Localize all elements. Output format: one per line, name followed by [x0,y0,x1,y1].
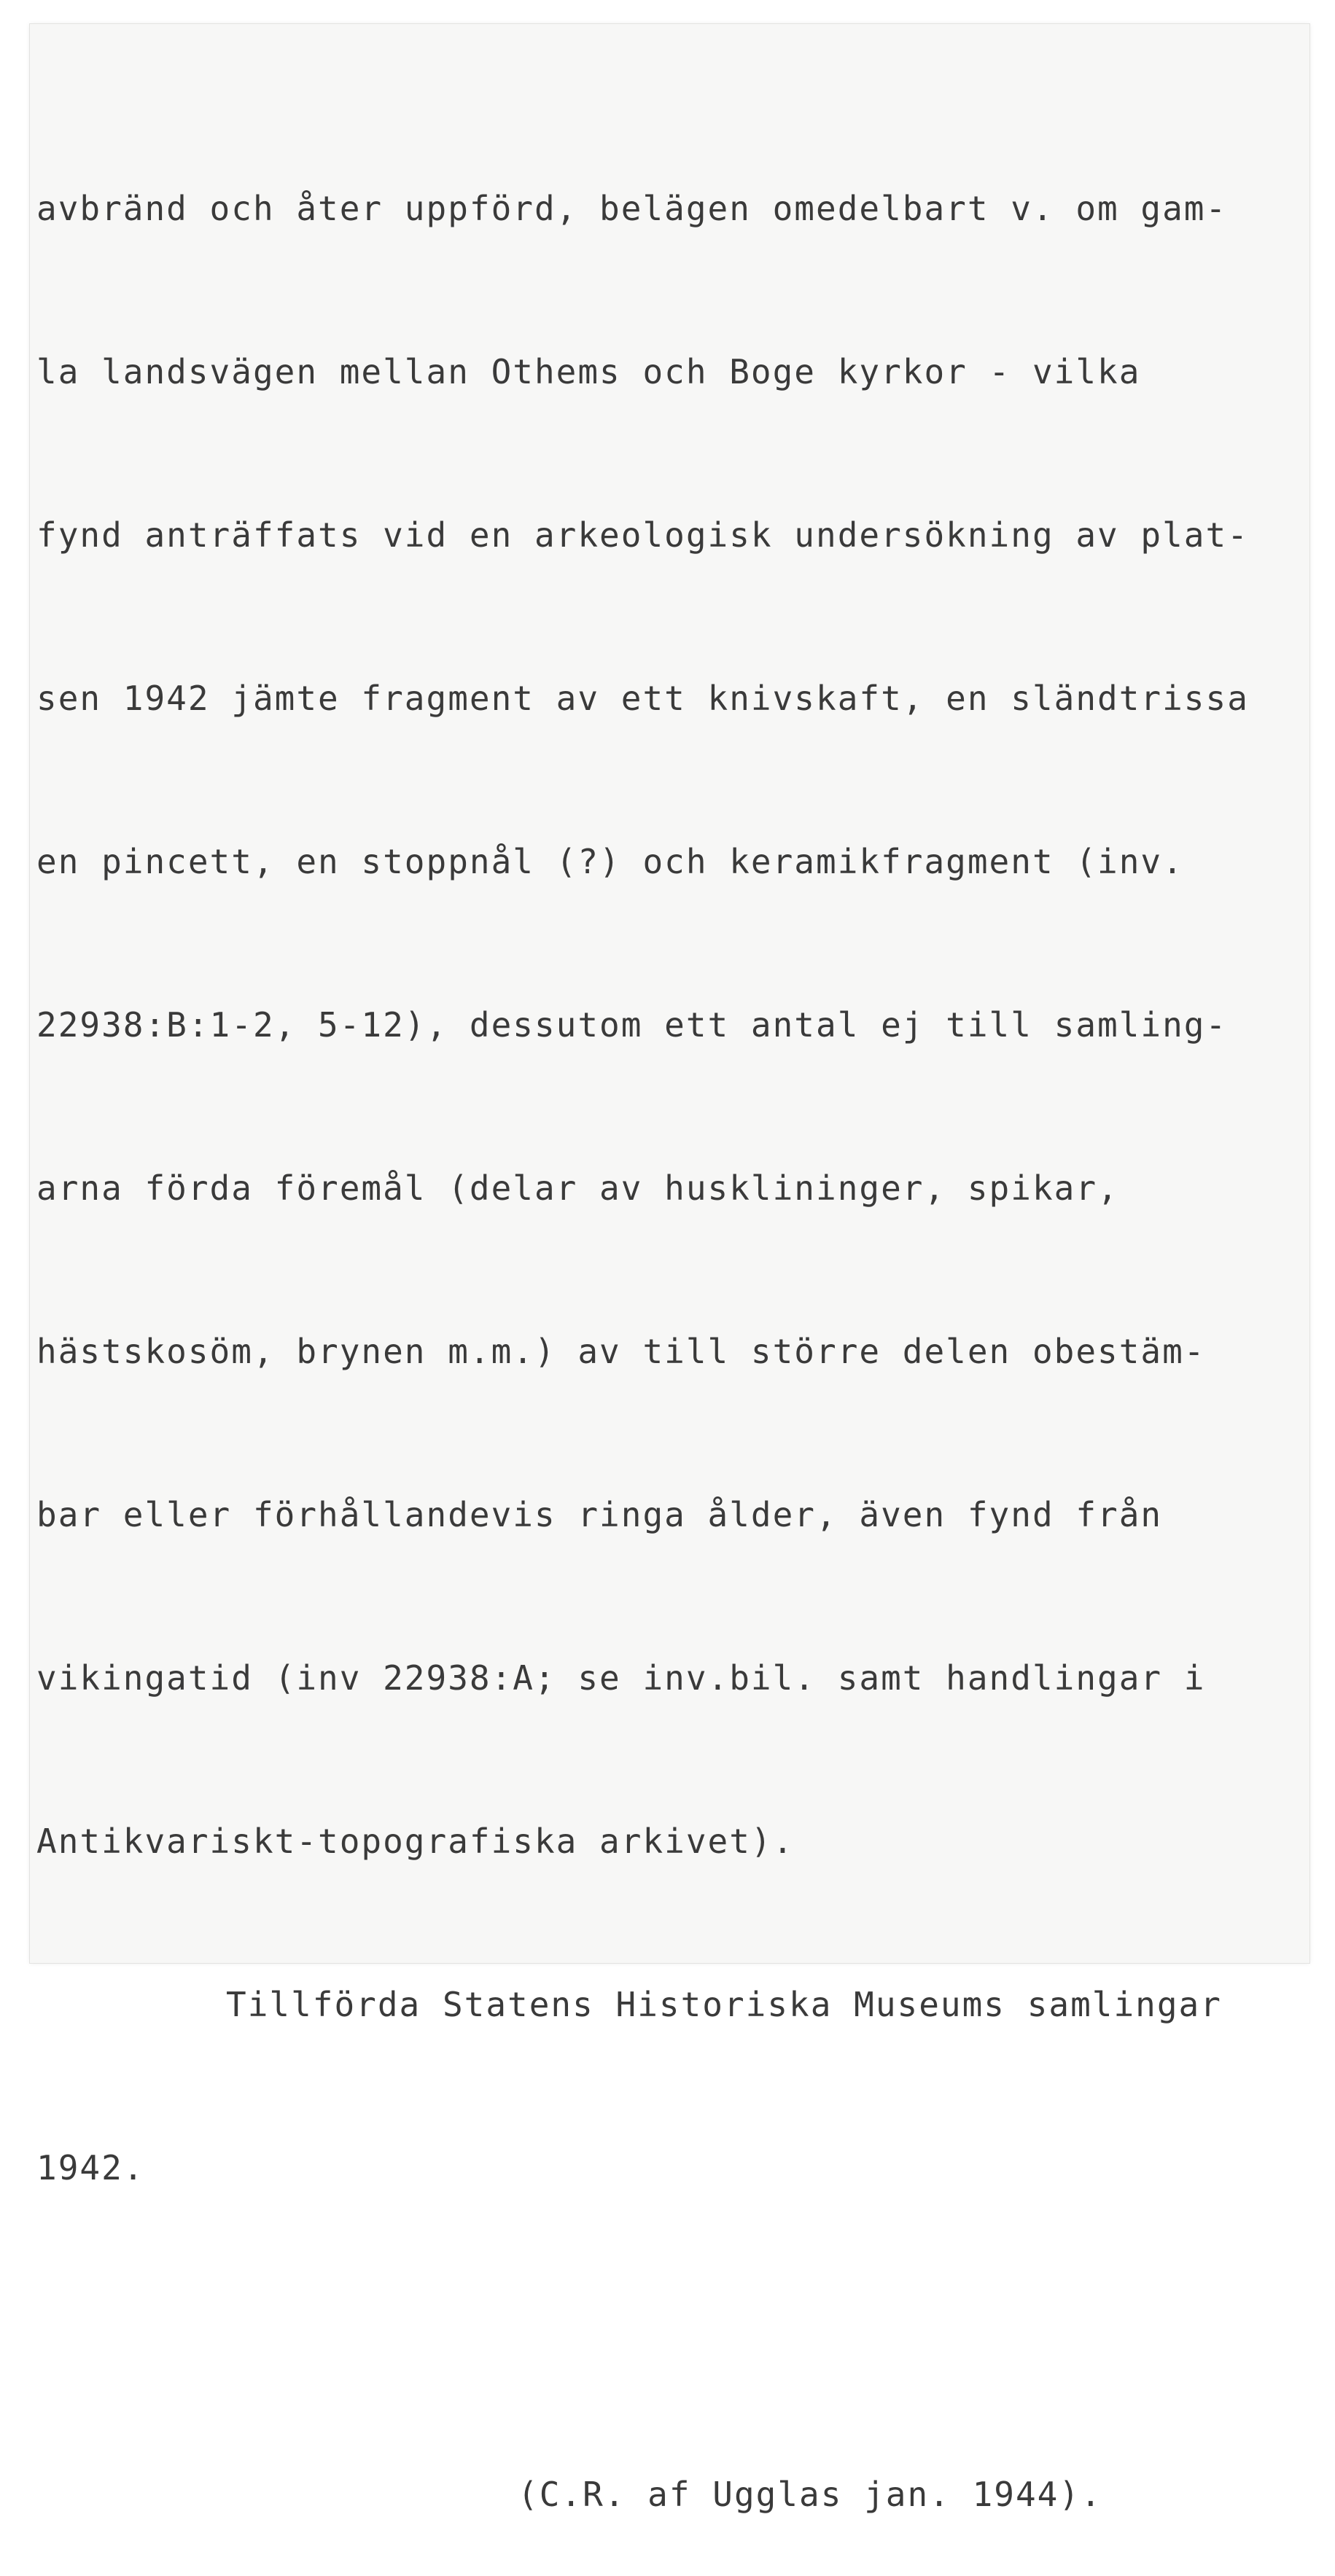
text-line-7: arna förda föremål (delar av husklininger, spikar, [36,1168,1119,1208]
text-line-5: en pincett, en stoppnål (?) och keramikfragment (inv. [36,842,1184,881]
text-line-11: Antikvariskt-topografiska arkivet). [36,1822,795,1861]
text-line-10: vikingatid (inv 22938:A; se inv.bil. samt handlingar i [36,1658,1206,1698]
text-line-3: fynd anträffats vid en arkeologisk undersökning av plat- [36,515,1249,555]
signature: (C.R. af Ugglas jan. 1944). [518,2475,1102,2514]
paragraph-2-line-2: 1942. [36,2148,145,2187]
text-line-8: hästskosöm, brynen m.m.) av till större delen obestäm- [36,1332,1206,1371]
text-line-2: la landsvägen mellan Othems och Boge kyrkor - vilka [36,352,1141,391]
paragraph-2-line-1: Tillförda Statens Historiska Museums samlingar [226,1985,1222,2024]
typed-text-block [36,87,1276,2576]
text-line-1: avbränd och åter uppförd, belägen omedelbart v. om gam- [36,189,1228,228]
text-line-9: bar eller förhållandevis ringa ålder, även fynd från [36,1495,1163,1534]
blank-line [36,2289,1276,2373]
text-line-6: 22938:B:1-2, 5-12), dessutom ett antal ej till samling- [36,1005,1228,1045]
text-line-4: sen 1942 jämte fragment av ett knivskaft, en sländtrissa [36,679,1249,718]
